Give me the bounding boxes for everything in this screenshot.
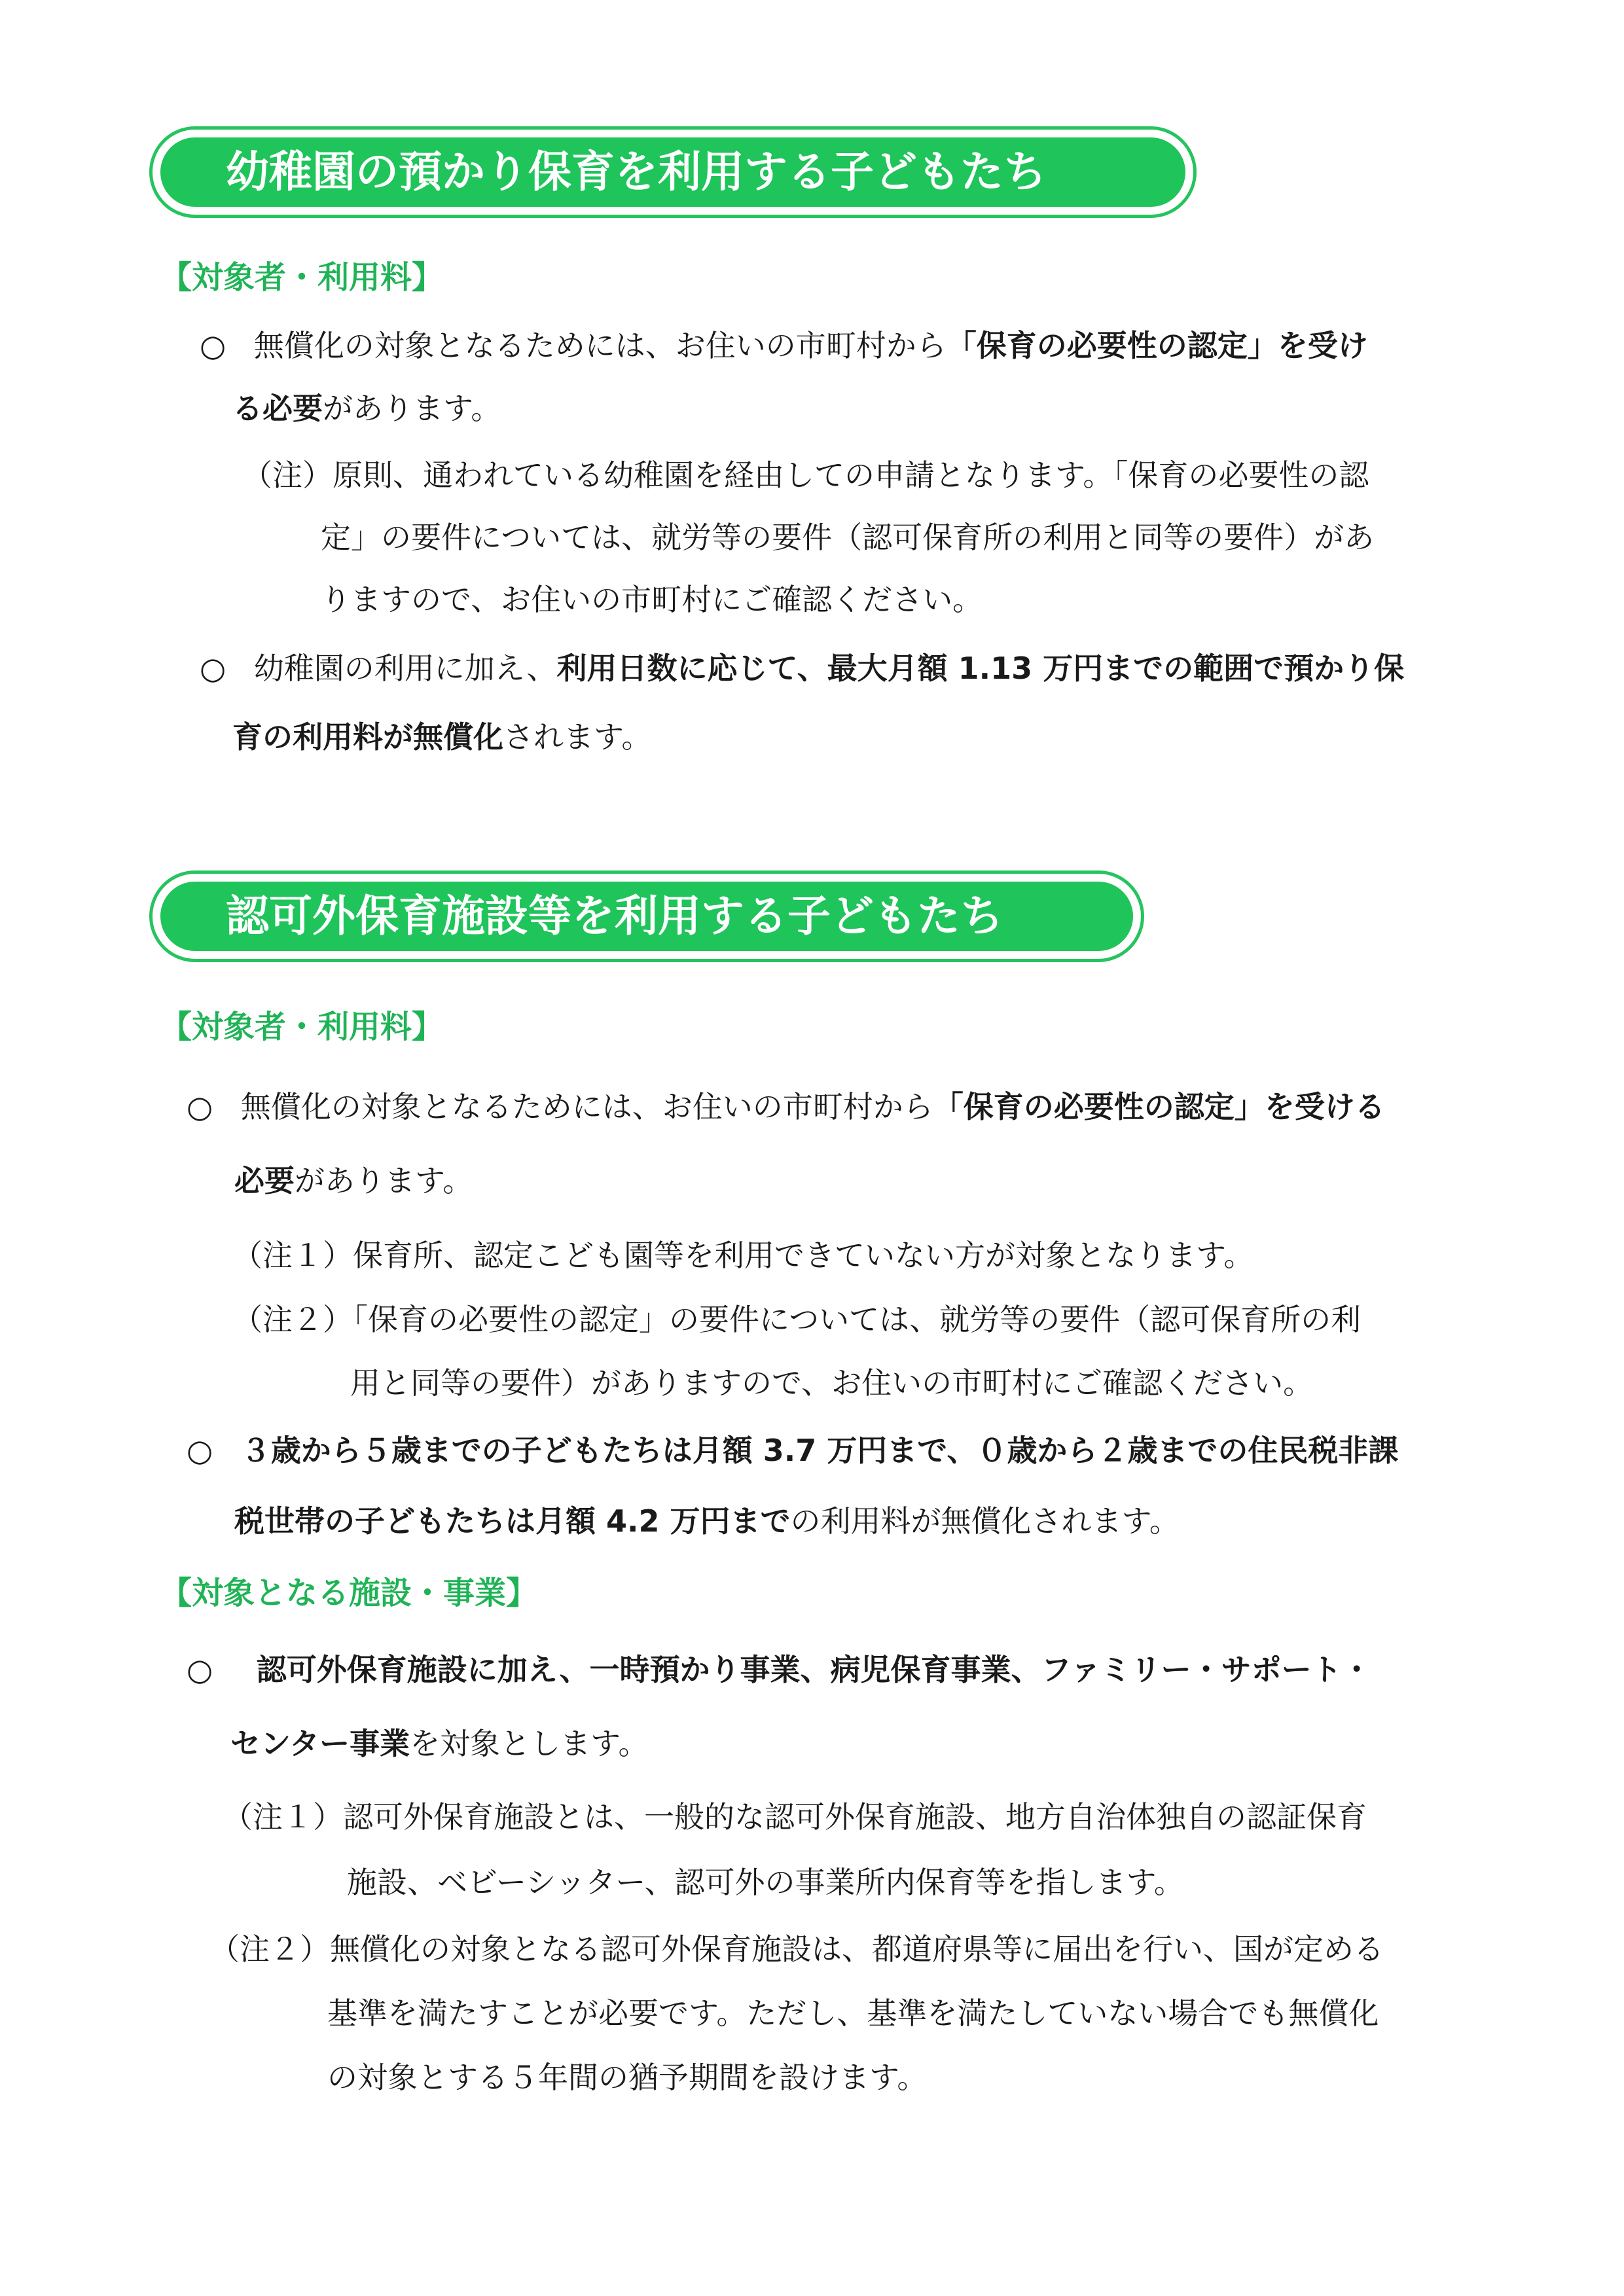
bullet-marker: ○ [187, 1433, 213, 1468]
section2-label-target: 【対象者・利用料】 [160, 1009, 444, 1045]
bullet-bold-text: ３歳から５歳までの子どもたちは月額 3.7 万円まで、０歳から２歳までの住民税非課 [240, 1433, 1399, 1468]
section1-note-line3: りますので、お住いの市町村にご確認ください。 [321, 582, 983, 617]
section1-bullet1-line1 [200, 322, 1368, 365]
section2-facility-note2-line3: の対象とする５年間の猶予期間を設けます。 [327, 2060, 928, 2095]
section1-note-line1: （注）原則、通われている幼稚園を経由しての申請となります。「保育の必要性の認 [242, 457, 1369, 493]
bullet-bold-text: 育の利用料が無償化 [232, 719, 503, 755]
bullet-text: があります。 [295, 1163, 473, 1198]
section2-bullet2-line2 [234, 1498, 1180, 1541]
section2-facility-note2-line2: 基準を満たすことが必要です。ただし、基準を満たしていない場合でも無償化 [327, 1996, 1379, 2031]
bullet-marker: ○ [200, 328, 226, 363]
section2-facility-note1-line2: 施設、ベビーシッター、認可外の事業所内保育等を指します。 [347, 1865, 1184, 1900]
bullet-text: 幼稚園の利用に加え、 [253, 651, 557, 686]
section1-label: 【対象者・利用料】 [160, 259, 444, 296]
section2-bullet1-line1 [187, 1083, 1385, 1126]
section1-bullet2-line2 [232, 713, 651, 757]
bullet-bold-text: 利用日数に応じて、最大月額 1.13 万円までの範囲で預かり保 [556, 651, 1405, 686]
section1-title-banner [149, 126, 1197, 218]
section1-bullet1-line2 [232, 385, 501, 428]
section1-bullet2-line1 [200, 645, 1404, 688]
bullet-bold-text: 税世帯の子どもたちは月額 4.2 万円まで [234, 1503, 791, 1539]
bullet-text: 無償化の対象となるためには、お住いの市町村から [240, 1089, 933, 1124]
bullet-bold-text: る必要 [232, 391, 323, 426]
section1-title: 幼稚園の預かり保育を利用する子どもたち [160, 137, 1185, 207]
section2-bullet2-line1 [187, 1427, 1398, 1470]
section2-title: 認可外保育施設等を利用する子どもたち [160, 882, 1133, 951]
bullet-bold-text: 「保育の必要性の認定」を受け [946, 328, 1368, 363]
section2-title-banner [149, 870, 1144, 962]
section1-note-line2: 定」の要件については、就労等の要件（認可保育所の利用と同等の要件）があ [321, 520, 1375, 555]
bullet-bold-text: 「保育の必要性の認定」を受ける [933, 1089, 1385, 1124]
bullet-bold-text: 必要 [234, 1163, 295, 1198]
bullet-marker: ○ [187, 1652, 213, 1687]
section2-label-facilities: 【対象となる施設・事業】 [160, 1575, 538, 1611]
section2-note2-line2: 用と同等の要件）がありますので、お住いの市町村にご確認ください。 [350, 1365, 1314, 1401]
bullet-bold-text: センター事業 [230, 1726, 410, 1761]
bullet-text: 無償化の対象となるためには、お住いの市町村から [253, 328, 947, 363]
bullet-bold-text: 認可外保育施設に加え、一時預かり事業、病児保育事業、ファミリー・サポート・ [256, 1652, 1372, 1687]
section2-facility-note2-line1: （注２）無償化の対象となる認可外保育施設は、都道府県等に届出を行い、国が定める [209, 1931, 1384, 1967]
section2-bullet1-line2 [234, 1157, 473, 1200]
bullet-text: を対象とします。 [410, 1726, 649, 1761]
section2-note2-line1: （注２）「保育の必要性の認定」の要件については、就労等の要件（認可保育所の利 [232, 1302, 1362, 1337]
bullet-text: されます。 [503, 719, 652, 755]
bullet-marker: ○ [187, 1089, 213, 1124]
bullet-marker: ○ [200, 651, 226, 686]
section2-note1: （注１）保育所、認定こども園等を利用できていない方が対象となります。 [232, 1238, 1254, 1273]
section2-facility-note1-line1: （注１）認可外保育施設とは、一般的な認可外保育施設、地方自治体独自の認証保育 [223, 1799, 1367, 1835]
bullet-text: の利用料が無償化されます。 [790, 1503, 1180, 1539]
bullet-text: があります。 [323, 391, 501, 426]
section2-bullet3-line1 [187, 1646, 1372, 1689]
section2-bullet3-line2 [230, 1720, 649, 1763]
